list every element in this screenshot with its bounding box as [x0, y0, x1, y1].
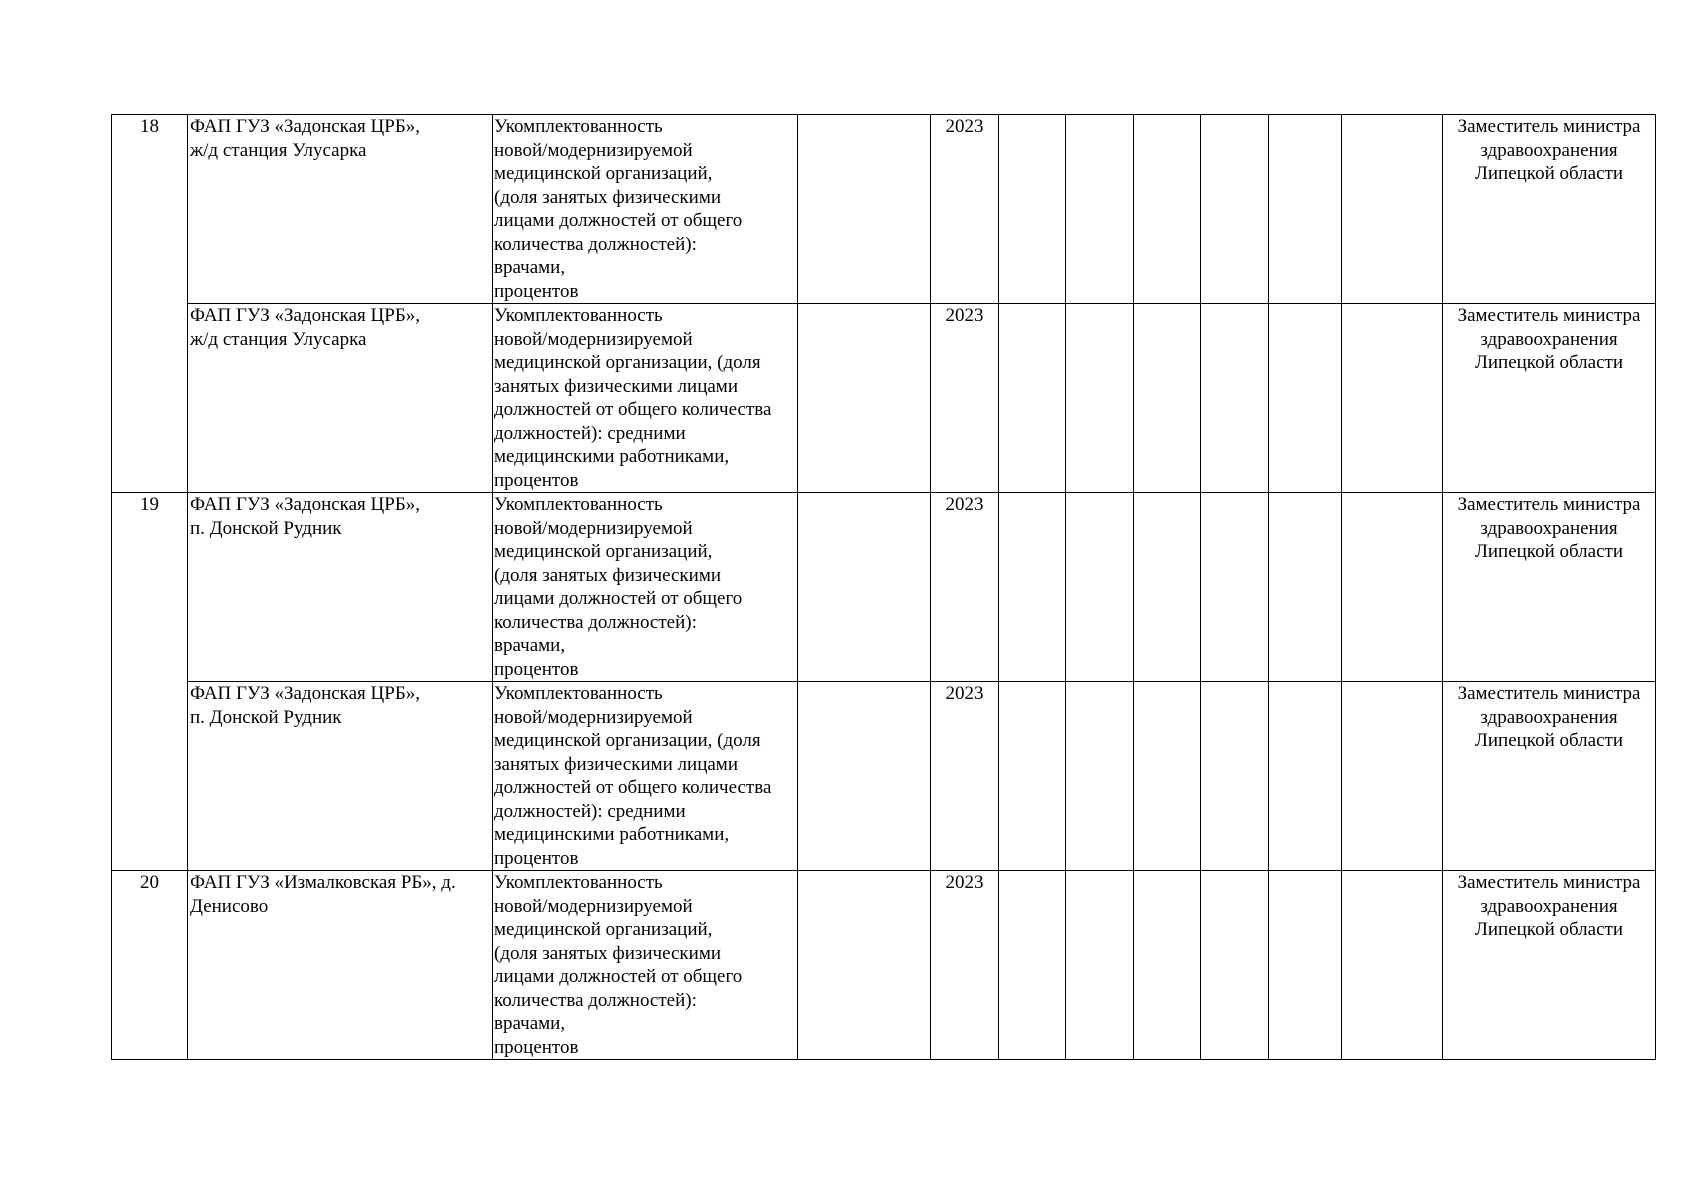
- empty-cell: [798, 304, 931, 493]
- empty-cell: [1201, 871, 1269, 1060]
- empty-cell: [1342, 304, 1443, 493]
- table-row: [112, 115, 1656, 304]
- empty-cell: [1269, 682, 1342, 871]
- responsible-cell: Заместитель министра здравоохранения Липецкой области: [1443, 304, 1656, 493]
- empty-cell: [1342, 493, 1443, 682]
- table-row: [112, 871, 1656, 1060]
- year-cell: 2023: [931, 304, 999, 493]
- empty-cell: [999, 304, 1066, 493]
- empty-cell: [798, 871, 931, 1060]
- empty-cell: [1269, 493, 1342, 682]
- organization-cell: ФАП ГУЗ «Задонская ЦРБ», ж/д станция Улусарка: [188, 304, 493, 493]
- organization-cell: ФАП ГУЗ «Задонская ЦРБ», п. Донской Рудник: [188, 682, 493, 871]
- empty-cell: [1201, 304, 1269, 493]
- empty-cell: [798, 493, 931, 682]
- empty-cell: [1134, 493, 1201, 682]
- empty-cell: [999, 115, 1066, 304]
- empty-cell: [1201, 682, 1269, 871]
- responsible-cell: Заместитель министра здравоохранения Липецкой области: [1443, 493, 1656, 682]
- table-row: [112, 493, 1656, 682]
- year-cell: 2023: [931, 682, 999, 871]
- empty-cell: [1342, 115, 1443, 304]
- year-cell: 2023: [931, 493, 999, 682]
- organization-cell: ФАП ГУЗ «Задонская ЦРБ», п. Донской Рудник: [188, 493, 493, 682]
- row-number-cell: 20: [112, 871, 188, 1060]
- empty-cell: [1342, 871, 1443, 1060]
- empty-cell: [1269, 871, 1342, 1060]
- empty-cell: [1134, 871, 1201, 1060]
- empty-cell: [1134, 115, 1201, 304]
- empty-cell: [1066, 871, 1134, 1060]
- empty-cell: [1066, 682, 1134, 871]
- table-row: [112, 304, 1656, 493]
- organization-cell: ФАП ГУЗ «Измалковская РБ», д. Денисово: [188, 871, 493, 1060]
- empty-cell: [1134, 682, 1201, 871]
- responsible-cell: Заместитель министра здравоохранения Липецкой области: [1443, 871, 1656, 1060]
- empty-cell: [999, 682, 1066, 871]
- empty-cell: [999, 493, 1066, 682]
- organization-cell: ФАП ГУЗ «Задонская ЦРБ», ж/д станция Улусарка: [188, 115, 493, 304]
- empty-cell: [1201, 115, 1269, 304]
- empty-cell: [798, 115, 931, 304]
- document-table: [111, 114, 1656, 1060]
- empty-cell: [1269, 115, 1342, 304]
- empty-cell: [1066, 304, 1134, 493]
- empty-cell: [1066, 115, 1134, 304]
- empty-cell: [1269, 304, 1342, 493]
- responsible-cell: Заместитель министра здравоохранения Липецкой области: [1443, 682, 1656, 871]
- responsible-cell: Заместитель министра здравоохранения Липецкой области: [1443, 115, 1656, 304]
- row-number-cell: 18: [112, 115, 188, 493]
- year-cell: 2023: [931, 115, 999, 304]
- empty-cell: [1066, 493, 1134, 682]
- indicator-cell: Укомплектованность новой/модернизируемой медицинской организаций, (доля занятых физическими лицами должностей от общего количества должностей): врачами, процентов: [493, 115, 798, 304]
- empty-cell: [1134, 304, 1201, 493]
- year-cell: 2023: [931, 871, 999, 1060]
- table-row: [112, 682, 1656, 871]
- indicator-cell: Укомплектованность новой/модернизируемой медицинской организаций, (доля занятых физическими лицами должностей от общего количества должностей): врачами, процентов: [493, 871, 798, 1060]
- empty-cell: [1342, 682, 1443, 871]
- indicator-cell: Укомплектованность новой/модернизируемой медицинской организации, (доля занятых физическими лицами должностей от общего количества должностей): средними медицинскими работниками, процентов: [493, 682, 798, 871]
- indicator-cell: Укомплектованность новой/модернизируемой медицинской организаций, (доля занятых физическими лицами должностей от общего количества должностей): врачами, процентов: [493, 493, 798, 682]
- empty-cell: [999, 871, 1066, 1060]
- empty-cell: [798, 682, 931, 871]
- indicator-cell: Укомплектованность новой/модернизируемой медицинской организации, (доля занятых физическими лицами должностей от общего количества должностей): средними медицинскими работниками, процентов: [493, 304, 798, 493]
- empty-cell: [1201, 493, 1269, 682]
- row-number-cell: 19: [112, 493, 188, 871]
